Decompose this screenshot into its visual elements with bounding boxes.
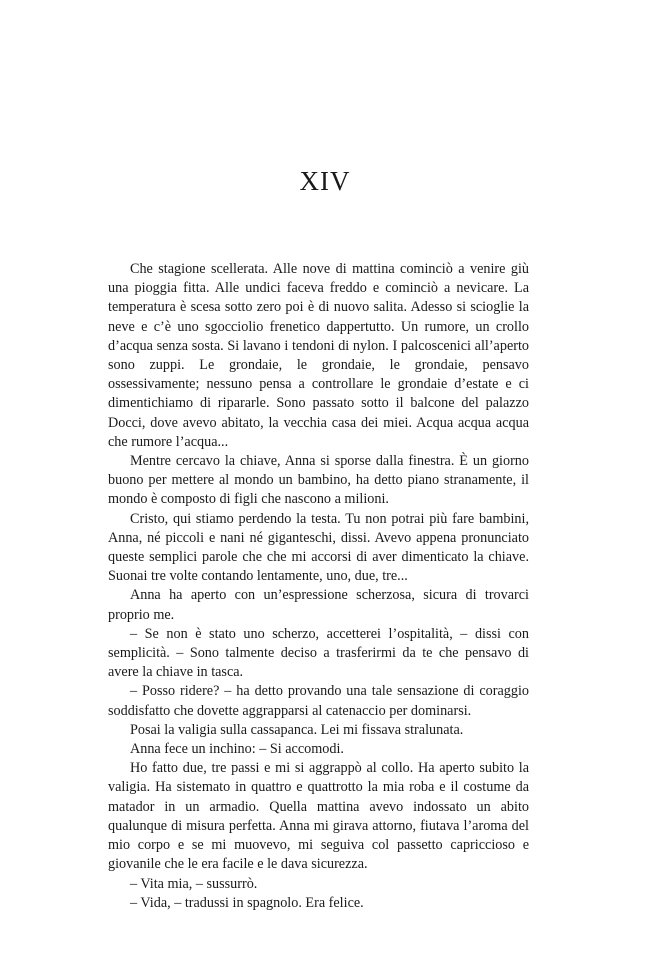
paragraph: Anna ha aperto con un’espressione scherzosa, sicura di trovarci proprio me. bbox=[108, 587, 529, 623]
paragraph: Posai la valigia sulla cassapanca. Lei mi fissava stralunata. bbox=[130, 721, 464, 738]
paragraph: – Se non è stato uno scherzo, accetterei l’ospitalità, – dissi con semplicità. – Sono talmente deciso a trasferirmi da te che pensavo di avere la chiave in tasca. bbox=[108, 625, 529, 681]
paragraph: Cristo, qui stiamo perdendo la testa. Tu non potrai più fare bambini, Anna, né piccoli e nani né giganteschi, dissi. Avevo appena pronunciato queste semplici parole che che mi accorsi di aver dimenticato la chiave. Suonai tre volte contando lentamente, uno, due, tre... bbox=[108, 510, 529, 585]
chapter-title: XIV bbox=[299, 166, 351, 196]
paragraph: Che stagione scellerata. Alle nove di mattina cominciò a venire giù una pioggia fitta. Alle undici faceva freddo e cominciò a nevicare. La temperatura è scesa sotto zero poi è di nuovo salita. Adesso si scioglie la neve e c’è uno sgocciolio frenetico dappertutto. Un rumore, un crollo d’acqua senza sosta. Si lavano i tendoni di nylon. I palcoscenici all’aperto sono zuppi. Le grondaie, le grondaie, le grondaie, pensavo ossessivamente; nessuno pensa a controllare le grondaie d’estate e ci dimentichiamo di ripararle. Sono passato sotto il balcone del palazzo Docci, dove avevo abitato, la vecchia casa dei miei. Acqua acqua acqua che rumore l’acqua... bbox=[108, 261, 529, 450]
paragraph: – Vida, – tradussi in spagnolo. Era felice. bbox=[130, 894, 364, 911]
paragraph: Ho fatto due, tre passi e mi si aggrappò al collo. Ha aperto subito la valigia. Ha sistemato in quattro e quattrotto la mia roba e il costume da matador in un armadio. Quella mattina avevo indossato un abito qualunque di misura perfetta. Anna mi girava attorno, fiutava l’aroma del mio corpo e se mi muovevo, mi seguiva col passetto capriccioso e giovanile che le era facile e le dava sicurezza. bbox=[108, 760, 529, 873]
paragraph: – Vita mia, – sussurrò. bbox=[130, 875, 258, 892]
chapter-body bbox=[108, 260, 529, 913]
paragraph: Mentre cercavo la chiave, Anna si sporse dalla finestra. È un giorno buono per mettere al mondo un bambino, ha detto piano stranamente, il mondo è composto di figli che nascono a milioni. bbox=[108, 453, 529, 508]
paragraph: Anna fece un inchino: – Si accomodi. bbox=[130, 741, 344, 758]
paragraph: – Posso ridere? – ha detto provando una tale sensazione di coraggio soddisfatto che dovette aggrapparsi al catenaccio per dominarsi. bbox=[108, 683, 529, 719]
